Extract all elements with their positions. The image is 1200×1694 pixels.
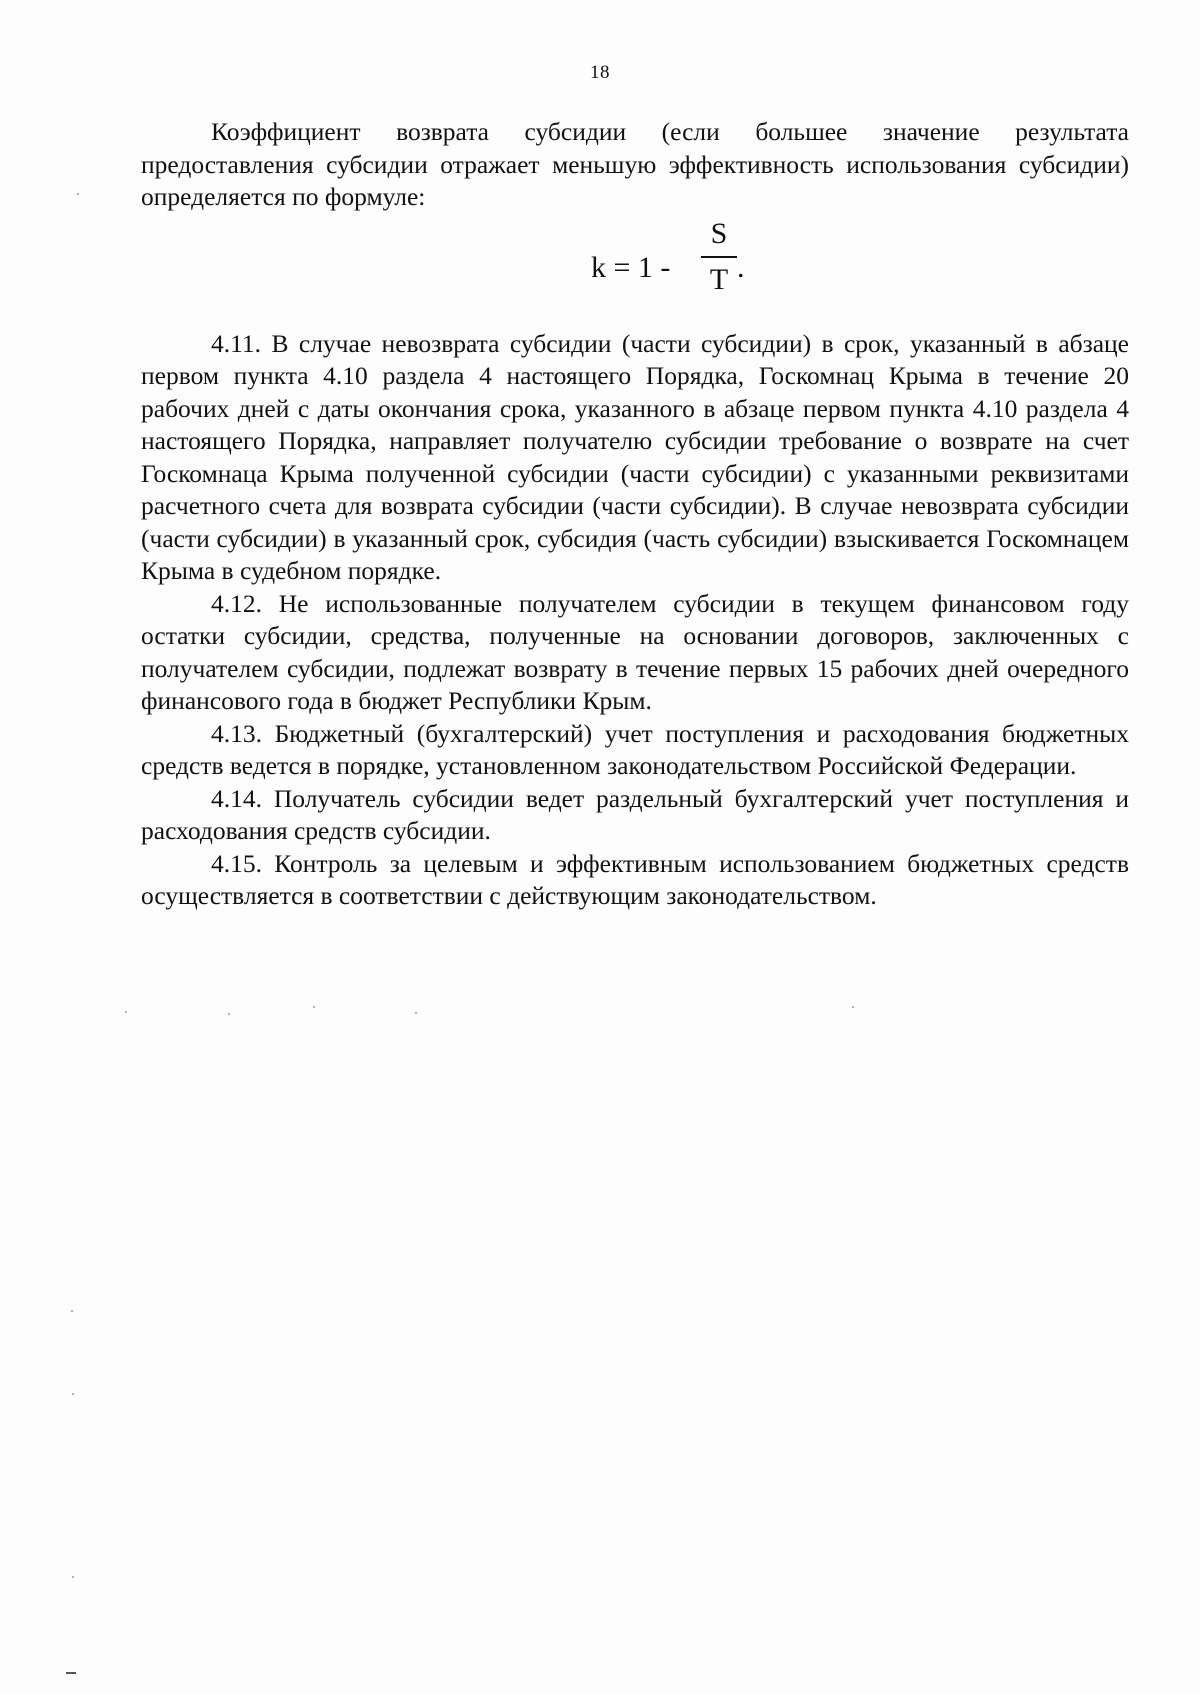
scan-speck (125, 1011, 127, 1013)
paragraph-4-13: 4.13. Бюджетный (бухгалтерский) учет поступления и расходования бюджетных средств ведется в порядке, установленном законодательством Российской Федерации. (141, 718, 1129, 780)
intro-paragraph: Коэффициент возврата субсидии (если большее значение результата предоставления субсидии отражает меньшую эффективность использования субсидии) определяется по формуле: (141, 117, 1129, 211)
formula-numerator: S (710, 216, 728, 250)
scan-speck (72, 1576, 74, 1578)
formula (141, 216, 1129, 328)
scan-speck (77, 193, 79, 195)
scan-speck (71, 1310, 73, 1312)
paragraph-4-14: 4.14. Получатель субсидии ведет раздельный бухгалтерский учет поступления и расходования средств субсидии. (141, 783, 1129, 845)
page-number: 18 (590, 62, 610, 83)
scan-speck (415, 1012, 417, 1014)
formula-period: . (737, 250, 745, 284)
scan-speck (72, 1393, 74, 1395)
paragraph-4-12: 4.12. Не использованные получателем субсидии в текущем финансовом году остатки субсидии, средства, полученные на основании договоров, заключенных с получателем субсидии, подлежат возврату в течение первых 15 рабочих дней очередного финансового года в бюджет Республики Крым. (141, 588, 1129, 715)
scan-mark (66, 1672, 76, 1674)
formula-denominator: T (709, 262, 729, 296)
document-body (141, 116, 1129, 913)
scan-speck (228, 1013, 230, 1015)
formula-lhs: k = 1 - (591, 250, 671, 284)
formula-fraction (701, 216, 737, 298)
paragraph-4-11: 4.11. В случае невозврата субсидии (части субсидии) в срок, указанный в абзаце первом пункта 4.10 раздела 4 настоящего Порядка, Госкомнац Крыма в течение 20 рабочих дней с даты окончания срока, указанного в абзаце первом пункта 4.10 раздела 4 настоящего Порядка, направляет получателю субсидии требование о возврате на счет Госкомнаца Крыма полученной субсидии (части субсидии) с указанными реквизитами расчетного счета для возврата субсидии (части субсидии). В случае невозврата субсидии (части субсидии) в указанный срок, субсидия (часть субсидии) взыскивается Госкомнацем Крыма в судебном порядке. (141, 328, 1129, 585)
paragraph-4-15: 4.15. Контроль за целевым и эффективным использованием бюджетных средств осуществляется в соответствии с действующим законодательством. (141, 848, 1129, 910)
scan-speck (313, 1006, 315, 1008)
fraction-bar (701, 256, 737, 258)
scan-speck (852, 1006, 854, 1008)
